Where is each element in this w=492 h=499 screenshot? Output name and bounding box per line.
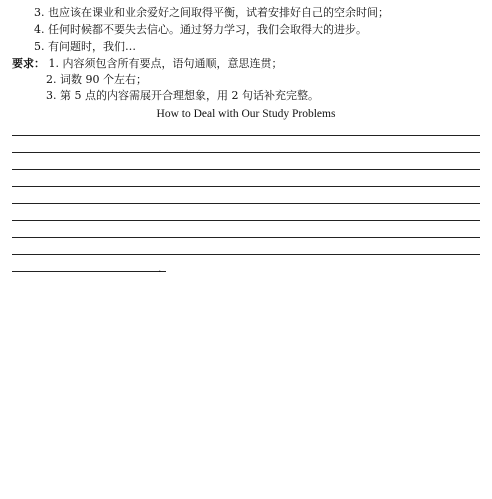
writing-line[interactable] xyxy=(12,169,480,170)
writing-line[interactable] xyxy=(12,254,480,255)
point-text: 有问题时，我们… xyxy=(48,40,136,53)
point-number: 3. xyxy=(34,6,45,19)
writing-line[interactable] xyxy=(12,152,480,153)
writing-line[interactable] xyxy=(12,220,480,221)
point-item-3 xyxy=(34,6,389,20)
requirements-label: 要求： xyxy=(12,57,45,70)
requirement-item-3 xyxy=(46,89,319,103)
essay-title: How to Deal with Our Study Problems xyxy=(156,108,336,120)
point-text: 任何时候都不要失去信心。通过努力学习，我们会取得大的进步。 xyxy=(48,23,367,36)
point-text: 也应该在课业和业余爱好之间取得平衡，试着安排好自己的空余时间； xyxy=(48,6,389,19)
writing-line[interactable] xyxy=(12,237,480,238)
writing-line[interactable] xyxy=(12,186,480,187)
writing-line[interactable] xyxy=(12,135,480,136)
writing-line[interactable] xyxy=(12,203,480,204)
end-mark: . xyxy=(158,262,162,275)
requirement-number: 3. xyxy=(46,89,57,102)
point-number: 4. xyxy=(34,23,45,36)
requirement-item-2 xyxy=(46,73,147,87)
point-item-4 xyxy=(34,23,367,37)
writing-line-short[interactable] xyxy=(12,271,166,272)
point-item-5 xyxy=(34,40,136,54)
requirement-number: 1. xyxy=(48,57,59,70)
requirement-text: 词数 90 个左右； xyxy=(60,73,147,86)
requirement-text: 第 5 点的内容需展开合理想象，用 2 句话补充完整。 xyxy=(60,89,319,102)
requirement-number: 2. xyxy=(46,73,57,86)
point-number: 5. xyxy=(34,40,45,53)
requirement-item-1 xyxy=(12,57,283,71)
requirement-text: 内容须包含所有要点，语句通顺，意思连贯； xyxy=(62,57,283,70)
